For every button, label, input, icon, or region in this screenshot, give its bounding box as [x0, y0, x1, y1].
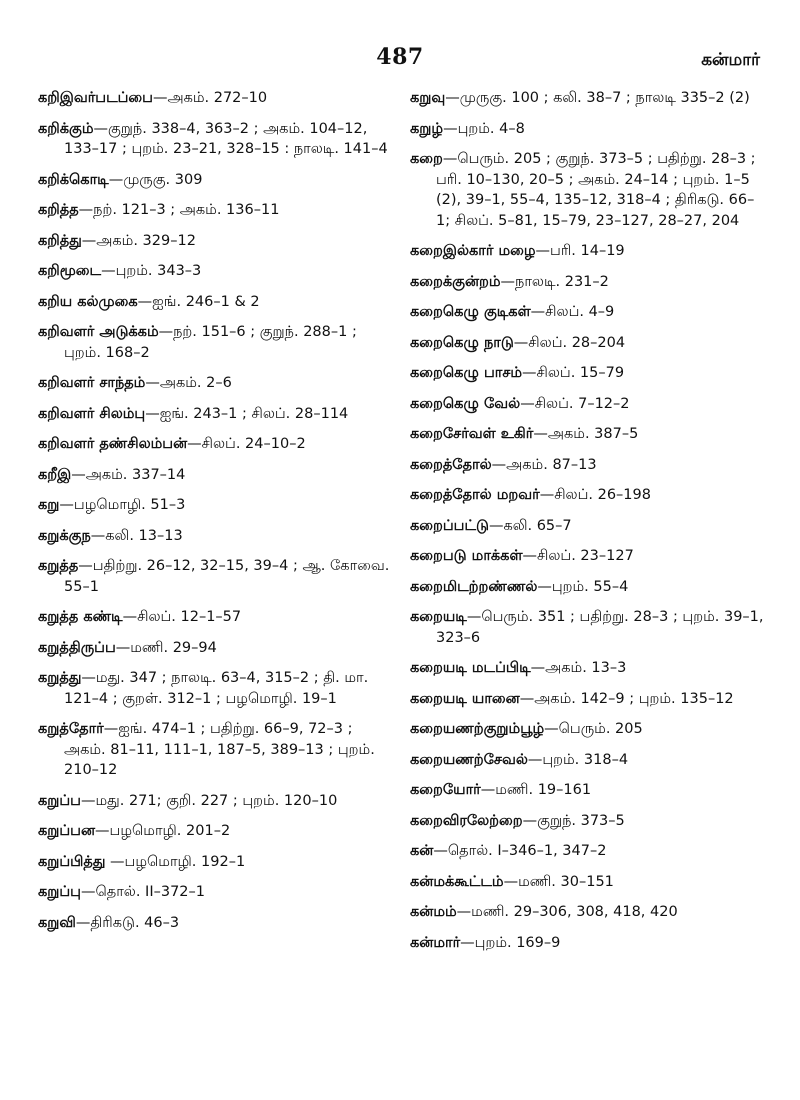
index-entry — [410, 455, 766, 476]
entry-references: —முருகு. 100 ; கலி. 38–7 ; நாலடி 335–2 (2) — [445, 90, 750, 106]
entry-references: —மது. 347 ; நாலடி. 63–4, 315–2 ; தி. மா. 121–4 ; குறள். 312–1 ; பழமொழி. 19–1 — [64, 670, 369, 707]
index-entry — [410, 607, 766, 648]
index-entry — [38, 465, 398, 486]
entry-references: —அகம். 337–14 — [71, 466, 186, 483]
index-entry — [38, 495, 398, 516]
index-entry — [38, 170, 398, 191]
entry-references: —பதிற்று. 26–12, 32–15, 39–4 ; ஆ. கோவை. 55–1 — [64, 558, 390, 595]
index-entry — [38, 821, 398, 842]
entry-references: —ஐங். 243–1 ; சிலப். 28–114 — [145, 405, 349, 422]
index-entry — [410, 546, 766, 567]
entry-references: —சிலப். 28–204 — [513, 334, 626, 351]
entry-headword: கறையணற்சேவல் — [410, 751, 528, 768]
entry-headword: கறுத்த — [38, 558, 79, 574]
entry-headword: கறையடி யானை — [410, 690, 520, 707]
entry-headword: கறைமிடற்றண்ணல் — [410, 578, 538, 595]
index-entry — [38, 119, 398, 160]
index-entry — [38, 852, 398, 873]
entry-headword: கறைகெழு வேல் — [410, 395, 521, 412]
index-entry — [410, 394, 766, 415]
entry-headword: கறிவளர் சாந்தம் — [38, 375, 146, 391]
entry-headword: கறு — [38, 497, 60, 513]
right-column — [410, 88, 766, 963]
entry-headword: கறுத்திருப்ப — [38, 639, 116, 656]
entry-references: —குறுந். 338–4, 363–2 ; அகம். 104–12, 133–17 ; புறம். 23–21, 328–15 : நாலடி. 141–4 — [64, 120, 388, 157]
entry-headword: கறித்து — [38, 232, 82, 249]
index-entry — [410, 424, 766, 445]
index-entry — [38, 913, 398, 934]
entry-references: —அகம். 387–5 — [533, 426, 639, 442]
entry-headword: கறுப்பு — [38, 884, 81, 900]
entry-references: —பெரும். 205 — [544, 721, 643, 737]
index-entry — [410, 88, 766, 109]
entry-references: —புறம். 55–4 — [537, 578, 629, 595]
index-entry — [410, 333, 766, 354]
entry-references: —சிலப். 23–127 — [522, 548, 634, 564]
entry-headword: கறையணற்குறும்பூழ் — [410, 721, 545, 737]
entry-headword: கறைகெழு நாடு — [410, 334, 514, 351]
entry-headword: கறிக்கொடி — [38, 171, 109, 188]
index-entry — [38, 526, 398, 547]
entry-references: —தொல். I–346–1, 347–2 — [433, 843, 607, 859]
entry-references: —சிலப். 12–1–57 — [122, 609, 242, 625]
entry-headword: கறைத்தோல் மறவர் — [410, 487, 540, 503]
entry-references: —பெரும். 205 ; குறுந். 373–5 ; பதிற்று. 28–3 ; பரி. 10–130, 20–5 ; அகம். 24–14 ; புறம். 1–5 (2), 39–1, 55–4, 135–12, 318–4 ; திரிகடு. 66–1; சிலப். 5–81, 15–79, 23–127, 28–27, 204 — [436, 151, 756, 229]
index-entry — [38, 434, 398, 455]
index-entry — [38, 261, 398, 282]
entry-references: —புறம். 169–9 — [460, 934, 561, 951]
entry-headword: கறைகெழு குடிகள் — [410, 304, 531, 320]
entry-headword: கறித்த — [38, 202, 79, 218]
index-entry — [38, 322, 398, 363]
entry-headword: கறுவு — [410, 90, 446, 106]
index-entry — [410, 149, 766, 231]
entry-references: —மணி. 30–151 — [503, 873, 614, 890]
entry-references: —முருகு. 309 — [108, 171, 203, 188]
index-entry — [38, 882, 398, 903]
entry-headword: கறிய கல்முகை — [38, 293, 138, 310]
entry-references: —அகம். 2–6 — [145, 375, 232, 391]
index-entry — [38, 231, 398, 252]
entry-references: —புறம். 343–3 — [101, 263, 202, 279]
running-head: கன்மார் — [701, 50, 760, 70]
index-entry — [410, 719, 766, 740]
entry-headword: கன் — [410, 843, 434, 859]
entry-headword: கறைவிரலேற்றை — [410, 812, 523, 829]
index-entry — [38, 373, 398, 394]
entry-headword: கறுத்தோர் — [38, 721, 104, 737]
entry-references: —மணி. 29–306, 308, 418, 420 — [456, 904, 678, 920]
index-entry — [38, 607, 398, 628]
entry-references: —அகம். 13–3 — [530, 660, 627, 676]
index-entry — [38, 88, 398, 109]
index-entry — [38, 668, 398, 709]
entry-references: —மணி. 29–94 — [115, 639, 217, 656]
index-entry — [410, 272, 766, 293]
entry-headword: கறைபடு மாக்கள் — [410, 548, 523, 564]
entry-references: —சிலப். 7–12–2 — [520, 395, 630, 412]
entry-headword: கறுப்ப — [38, 792, 81, 809]
entry-headword: கறைக்குன்றம் — [410, 273, 501, 290]
entry-references: —புறம். 4–8 — [443, 120, 525, 137]
entry-references: —கலி. 13–13 — [90, 527, 183, 544]
entry-headword: கறிஇவர்படப்பை — [38, 90, 153, 106]
index-entry — [410, 119, 766, 140]
entry-headword: கறைசேர்வள் உகிர் — [410, 426, 534, 442]
entry-headword: கறுப்பன — [38, 823, 96, 839]
index-entry — [410, 902, 766, 923]
entry-references: —அகம். 142–9 ; புறம். 135–12 — [519, 690, 734, 707]
entry-references: —அகம். 87–13 — [491, 456, 597, 473]
index-entry — [410, 363, 766, 384]
index-entry — [410, 780, 766, 801]
entry-headword: கறிக்கும் — [38, 120, 94, 137]
entry-headword: கறிமூடை — [38, 263, 102, 279]
index-entry — [410, 933, 766, 954]
page-number: 487 — [376, 44, 424, 70]
entry-headword: கறிவளர் அடுக்கம் — [38, 324, 159, 340]
entry-references: —புறம். 318–4 — [527, 751, 629, 768]
entry-references: —குறுந். 373–5 — [522, 812, 625, 829]
entry-references: —சிலப். 4–9 — [530, 304, 615, 320]
entry-references: —சிலப். 24–10–2 — [187, 436, 306, 452]
entry-headword: கறுக்குந — [38, 527, 91, 544]
index-entry — [410, 241, 766, 262]
entry-references: —தொல். II–372–1 — [80, 884, 205, 900]
entry-headword: கறுழ் — [410, 120, 444, 137]
entry-references: —பெரும். 351 ; பதிற்று. 28–3 ; புறம். 39–1, 323–6 — [436, 609, 764, 646]
entry-headword: கறீஇ — [38, 466, 72, 483]
entry-references: —பழமொழி. 51–3 — [59, 497, 186, 513]
entry-references: —ஐங். 474–1 ; பதிற்று. 66–9, 72–3 ; அகம். 81–11, 111–1, 187–5, 389–13 ; புறம். 210–12 — [64, 721, 375, 778]
entry-headword: கறுப்பித்து — [38, 853, 106, 870]
index-entry — [410, 811, 766, 832]
entry-headword: கறையடி மடப்பிடி — [410, 660, 531, 676]
entry-references: —கலி. 65–7 — [488, 517, 572, 534]
left-column — [38, 88, 398, 943]
index-entry — [410, 485, 766, 506]
index-entry — [38, 638, 398, 659]
index-entry — [38, 719, 398, 781]
entry-headword: கறைத்தோல் — [410, 456, 492, 473]
entry-headword: கறைப்பட்டு — [410, 517, 489, 534]
index-entry — [38, 404, 398, 425]
index-entry — [38, 791, 398, 812]
entry-references: —சிலப். 15–79 — [522, 365, 625, 381]
index-entry — [38, 292, 398, 313]
entry-headword: கறிவளர் தண்சிலம்பன் — [38, 436, 188, 452]
index-entry — [38, 556, 398, 597]
index-entry — [410, 750, 766, 771]
entry-headword: கறைகெழு பாசம் — [410, 365, 523, 381]
entry-headword: கறுவி — [38, 914, 76, 931]
entry-headword: கறிவளர் சிலம்பு — [38, 405, 146, 422]
entry-references: —சிலப். 26–198 — [539, 487, 651, 503]
entry-references: —அகம். 272–10 — [152, 90, 268, 106]
entry-headword: கறைஇல்கார் மழை — [410, 243, 536, 259]
index-entry — [410, 872, 766, 893]
entry-headword: கறை — [410, 151, 443, 167]
entry-headword: கறுத்து — [38, 670, 82, 686]
entry-references: —மது. 271; குறி. 227 ; புறம். 120–10 — [80, 792, 338, 809]
index-entry — [410, 841, 766, 862]
entry-references: —மணி. 19–161 — [480, 782, 592, 798]
entry-references: —ஐங். 246–1 & 2 — [137, 293, 260, 310]
entry-references: —பழமொழி. 201–2 — [95, 823, 231, 839]
entry-references: —நாலடி. 231–2 — [500, 273, 609, 290]
index-entry — [410, 689, 766, 710]
entry-headword: கறையோர் — [410, 782, 481, 798]
entry-references: —நற். 151–6 ; குறுந். 288–1 ; புறம். 168–2 — [64, 324, 357, 361]
index-entry — [410, 516, 766, 537]
entry-headword: கன்மம் — [410, 904, 457, 920]
entry-headword: கறையடி — [410, 609, 467, 625]
index-entry — [410, 302, 766, 323]
index-entry — [410, 577, 766, 598]
entry-references: —பரி. 14–19 — [535, 243, 625, 259]
index-entry — [410, 658, 766, 679]
entry-headword: கன்மக்கூட்டம் — [410, 873, 504, 890]
entry-references: —நற். 121–3 ; அகம். 136–11 — [78, 202, 280, 218]
entry-headword: கன்மார் — [410, 934, 461, 951]
entry-references: —அகம். 329–12 — [81, 232, 196, 249]
entry-headword: கறுத்த கண்டி — [38, 609, 123, 625]
index-entry — [38, 200, 398, 221]
entry-references: —பழமொழி. 192–1 — [105, 853, 246, 870]
entry-references: —திரிகடு. 46–3 — [75, 914, 180, 931]
